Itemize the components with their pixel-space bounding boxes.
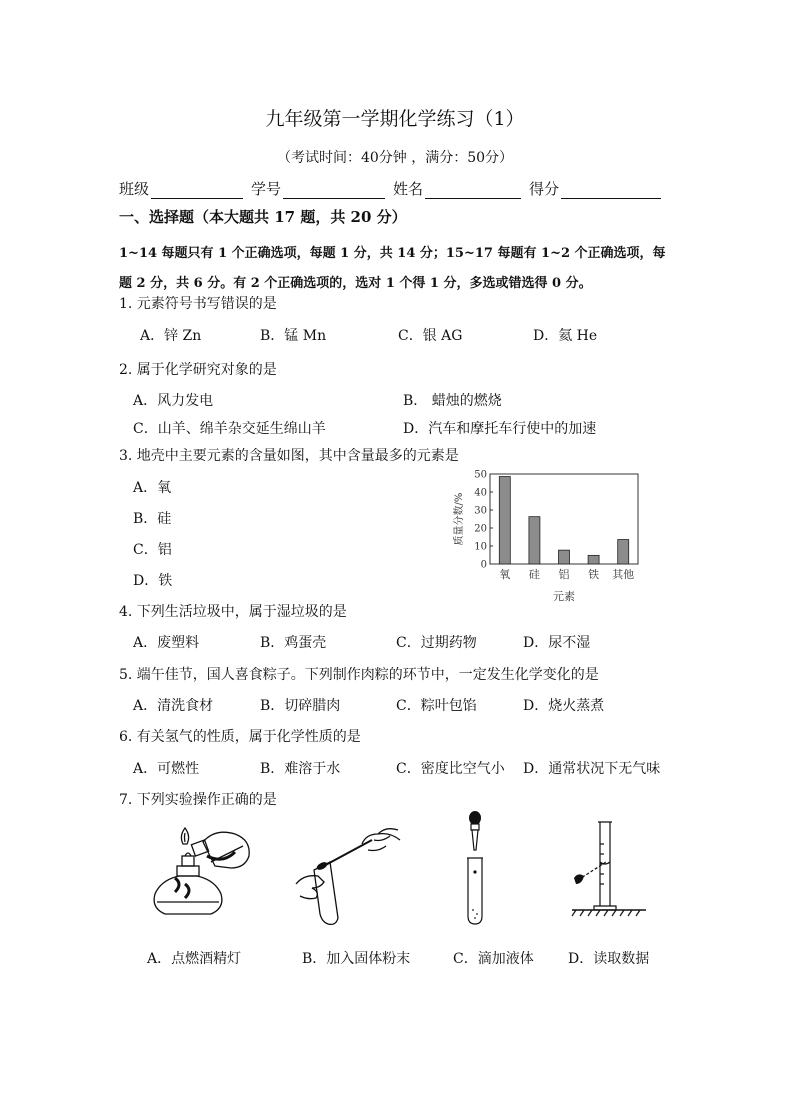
score-label: 得分	[529, 180, 560, 198]
q6-option-d[interactable]: D．通常状况下无气味	[523, 761, 661, 777]
q6-option-c[interactable]: C．密度比空气小	[396, 761, 505, 777]
q3-option-b[interactable]: B．硅	[133, 511, 172, 527]
q7-option-a[interactable]: A．点燃酒精灯	[147, 951, 242, 967]
chart-x-tick-label: 硅	[528, 568, 540, 581]
chart-x-axis-label: 元素	[553, 590, 575, 603]
element-content-chart	[448, 466, 648, 606]
question-1-stem: 1. 元素符号书写错误的是	[119, 296, 277, 312]
dropper-test-tube-illustration	[455, 810, 495, 930]
q5-option-a[interactable]: A．清洗食材	[133, 698, 214, 714]
q4-option-d[interactable]: D．尿不湿	[523, 635, 591, 651]
chart-y-tick-label: 10	[474, 541, 487, 553]
student-id-label: 学号	[251, 180, 282, 198]
q6-option-b[interactable]: B．难溶于水	[260, 761, 341, 777]
chart-y-tick-label: 30	[474, 505, 487, 517]
q3-option-c[interactable]: C．铝	[133, 542, 172, 558]
q7-option-d[interactable]: D．读取数据	[568, 951, 650, 967]
chart-bar-1	[529, 517, 540, 564]
student-info-row	[119, 178, 669, 199]
q7-option-c[interactable]: C．滴加液体	[453, 951, 534, 967]
q2-option-a[interactable]: A．风力发电	[133, 393, 214, 409]
q1-option-c[interactable]: C．银 AG	[398, 328, 463, 344]
q2-option-d[interactable]: D．汽车和摩托车行使中的加速	[403, 421, 597, 437]
question-6-stem: 6. 有关氢气的性质，属于化学性质的是	[119, 729, 361, 745]
question-4-stem: 4. 下列生活垃圾中，属于湿垃圾的是	[119, 604, 347, 620]
question-3-stem: 3. 地壳中主要元素的含量如图，其中含量最多的元素是	[119, 448, 459, 464]
score-blank[interactable]	[561, 184, 661, 199]
q4-option-a[interactable]: A．废塑料	[133, 635, 200, 651]
q3-option-d[interactable]: D．铁	[133, 573, 173, 589]
name-label: 姓名	[393, 180, 424, 198]
powder-spatula-illustration	[290, 822, 410, 932]
exam-subtitle: （考试时间：40分钟 ，满分：50分）	[276, 150, 514, 166]
section-note-line2: 题 2 分，共 6 分。有 2 个正确选项的，选对 1 个得 1 分，多选或错选得 0 分。	[119, 276, 592, 291]
chart-y-tick-label: 0	[480, 559, 487, 571]
section-heading: 一、选择题（本大题共 17 题，共 20 分）	[119, 208, 407, 226]
section-note-line1: 1~14 每题只有 1 个正确选项，每题 1 分，共 14 分；15~17 每题有 1~2 个正确选项，每	[119, 246, 666, 261]
q7-option-b[interactable]: B．加入固体粉末	[302, 951, 411, 967]
q5-option-d[interactable]: D．烧火蒸煮	[523, 698, 605, 714]
name-blank[interactable]	[425, 184, 521, 199]
q1-option-a[interactable]: A．锌 Zn	[140, 328, 202, 344]
class-blank[interactable]	[151, 184, 243, 199]
student-id-blank[interactable]	[283, 184, 385, 199]
chart-y-axis-label: 质量分数/%	[454, 492, 465, 546]
chart-bar-2	[559, 550, 570, 564]
question-7-stem: 7. 下列实验操作正确的是	[119, 792, 277, 808]
q1-option-b[interactable]: B．锰 Mn	[260, 328, 327, 344]
chart-y-tick-label: 20	[474, 523, 487, 535]
q6-option-a[interactable]: A．可燃性	[133, 761, 200, 777]
q5-option-b[interactable]: B．切碎腊肉	[260, 698, 341, 714]
graduated-cylinder-illustration	[570, 814, 650, 926]
q4-option-b[interactable]: B．鸡蛋壳	[260, 635, 327, 651]
chart-y-tick-label: 50	[474, 469, 487, 481]
alcohol-lamp-illustration	[145, 822, 260, 932]
chart-bar-3	[588, 555, 599, 564]
question-2-stem: 2. 属于化学研究对象的是	[119, 362, 277, 378]
class-label: 班级	[119, 180, 150, 198]
q2-option-b[interactable]: B． 蜡烛的燃烧	[403, 393, 502, 409]
page-title: 九年级第一学期化学练习（1）	[265, 108, 525, 130]
q1-option-d[interactable]: D．氦 He	[533, 328, 598, 344]
q3-option-a[interactable]: A．氧	[133, 480, 172, 496]
chart-x-tick-label: 铁	[588, 568, 600, 581]
q5-option-c[interactable]: C．粽叶包馅	[396, 698, 477, 714]
question-5-stem: 5. 端午佳节，国人喜食粽子。下列制作肉粽的环节中，一定发生化学变化的是	[119, 667, 599, 683]
chart-x-tick-label: 铝	[558, 568, 570, 581]
q2-option-c[interactable]: C．山羊、绵羊杂交延生绵山羊	[133, 421, 326, 437]
chart-y-tick-label: 40	[474, 487, 487, 499]
chart-bar-0	[499, 477, 510, 564]
chart-bar-4	[618, 540, 629, 564]
chart-x-tick-label: 其他	[612, 568, 635, 581]
q4-option-c[interactable]: C．过期药物	[396, 635, 477, 651]
chart-x-tick-label: 氧	[499, 568, 511, 581]
